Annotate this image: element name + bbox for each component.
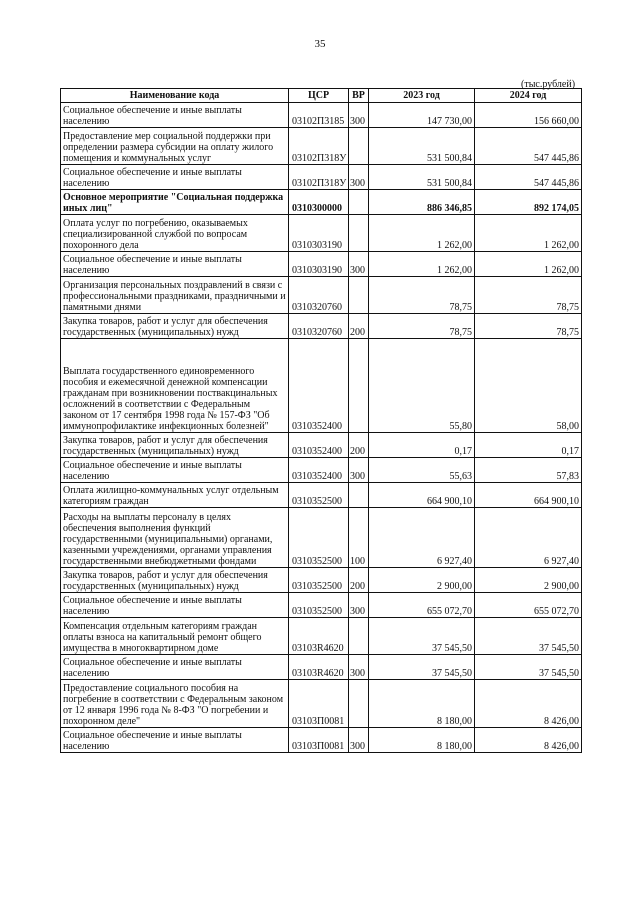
row-name-cell: Предоставление социального пособия на погребение в соответствии с Федеральным законом от 12 января 1996 года № 8-ФЗ "О погребении и похоронном деле" [61, 680, 289, 728]
table-row [61, 433, 582, 458]
row-vr-cell [349, 680, 369, 728]
row-vr-cell [349, 190, 369, 215]
row-code-cell: 03103R4620 [289, 618, 349, 655]
row-2024-cell: 8 426,00 [475, 728, 582, 753]
table-row [61, 339, 582, 433]
table-row [61, 165, 582, 190]
table-row [61, 314, 582, 339]
row-code-cell: 0310320760 [289, 277, 349, 314]
row-name-cell: Выплата государственного единовременного пособия и ежемесячной денежной компенсации гражданам при возникновении поствакцинальных осложнений в соответствии с Федеральным законом от 17 сентября 1998 года № 157-ФЗ "Об иммунопрофилактике инфекционных болезней" [61, 339, 289, 433]
row-2024-cell: 78,75 [475, 277, 582, 314]
row-2024-cell: 58,00 [475, 339, 582, 433]
row-2023-cell: 55,63 [369, 458, 475, 483]
table-row [61, 618, 582, 655]
row-code-cell: 0310320760 [289, 314, 349, 339]
row-code-cell: 0310352500 [289, 593, 349, 618]
row-2023-cell: 531 500,84 [369, 165, 475, 190]
row-code-cell: 0310352500 [289, 508, 349, 568]
row-2023-cell: 2 900,00 [369, 568, 475, 593]
row-2023-cell: 531 500,84 [369, 128, 475, 165]
budget-table [60, 88, 582, 753]
row-2023-cell: 55,80 [369, 339, 475, 433]
table-row [61, 458, 582, 483]
row-vr-cell: 300 [349, 103, 369, 128]
row-name-cell: Оплата жилищно-коммунальных услуг отдельным категориям граждан [61, 483, 289, 508]
row-code-cell: 0310352400 [289, 458, 349, 483]
row-2024-cell: 892 174,05 [475, 190, 582, 215]
row-2024-cell: 655 072,70 [475, 593, 582, 618]
row-vr-cell [349, 128, 369, 165]
row-2024-cell: 156 660,00 [475, 103, 582, 128]
row-2024-cell: 37 545,50 [475, 618, 582, 655]
row-2024-cell: 1 262,00 [475, 215, 582, 252]
table-row [61, 680, 582, 728]
table-header-row [61, 89, 582, 103]
row-code-cell: 0310352400 [289, 339, 349, 433]
row-2024-cell: 0,17 [475, 433, 582, 458]
row-name-cell: Социальное обеспечение и иные выплаты населению [61, 458, 289, 483]
table-row [61, 593, 582, 618]
row-2023-cell: 147 730,00 [369, 103, 475, 128]
row-2023-cell: 6 927,40 [369, 508, 475, 568]
row-code-cell: 03103П0081 [289, 680, 349, 728]
row-vr-cell: 300 [349, 252, 369, 277]
header-2023: 2023 год [369, 89, 475, 103]
row-name-cell: Социальное обеспечение и иные выплаты населению [61, 103, 289, 128]
row-vr-cell: 100 [349, 508, 369, 568]
row-2023-cell: 1 262,00 [369, 215, 475, 252]
row-2024-cell: 8 426,00 [475, 680, 582, 728]
row-name-cell: Организация персональных поздравлений в связи с профессиональными праздниками, праздничными и памятными днями [61, 277, 289, 314]
table-row [61, 103, 582, 128]
row-2023-cell: 664 900,10 [369, 483, 475, 508]
table-row [61, 215, 582, 252]
header-code: ЦСР [289, 89, 349, 103]
row-2023-cell: 886 346,85 [369, 190, 475, 215]
row-name-cell: Закупка товаров, работ и услуг для обеспечения государственных (муниципальных) нужд [61, 433, 289, 458]
row-vr-cell [349, 483, 369, 508]
row-name-cell: Социальное обеспечение и иные выплаты населению [61, 728, 289, 753]
row-2023-cell: 655 072,70 [369, 593, 475, 618]
row-2024-cell: 547 445,86 [475, 128, 582, 165]
table-body [61, 103, 582, 753]
row-2024-cell: 547 445,86 [475, 165, 582, 190]
row-2024-cell: 6 927,40 [475, 508, 582, 568]
header-2024: 2024 год [475, 89, 582, 103]
row-vr-cell [349, 618, 369, 655]
row-2023-cell: 8 180,00 [369, 680, 475, 728]
table-row [61, 128, 582, 165]
row-2024-cell: 2 900,00 [475, 568, 582, 593]
header-name: Наименование кода [61, 89, 289, 103]
row-vr-cell: 300 [349, 593, 369, 618]
row-name-cell: Социальное обеспечение и иные выплаты населению [61, 655, 289, 680]
row-name-cell: Социальное обеспечение и иные выплаты населению [61, 593, 289, 618]
row-2023-cell: 37 545,50 [369, 655, 475, 680]
row-code-cell: 0310303190 [289, 215, 349, 252]
row-2024-cell: 664 900,10 [475, 483, 582, 508]
row-code-cell: 03102П318У [289, 128, 349, 165]
row-2023-cell: 8 180,00 [369, 728, 475, 753]
row-name-cell: Основное мероприятие "Социальная поддержка иных лиц" [61, 190, 289, 215]
table-row [61, 728, 582, 753]
row-name-cell: Социальное обеспечение и иные выплаты населению [61, 165, 289, 190]
table-row [61, 190, 582, 215]
row-code-cell: 0310303190 [289, 252, 349, 277]
row-2024-cell: 1 262,00 [475, 252, 582, 277]
row-vr-cell: 300 [349, 655, 369, 680]
row-2024-cell: 37 545,50 [475, 655, 582, 680]
row-name-cell: Предоставление мер социальной поддержки при определении размера субсидии на оплату жилого помещения и коммунальных услуг [61, 128, 289, 165]
row-vr-cell: 300 [349, 458, 369, 483]
table-row [61, 483, 582, 508]
row-vr-cell: 300 [349, 165, 369, 190]
row-vr-cell: 300 [349, 728, 369, 753]
row-vr-cell: 200 [349, 568, 369, 593]
row-code-cell: 0310352400 [289, 433, 349, 458]
row-name-cell: Закупка товаров, работ и услуг для обеспечения государственных (муниципальных) нужд [61, 314, 289, 339]
table-row [61, 277, 582, 314]
row-code-cell: 0310352500 [289, 568, 349, 593]
row-2024-cell: 78,75 [475, 314, 582, 339]
row-name-cell: Расходы на выплаты персоналу в целях обеспечения выполнения функций государственными (муниципальными) органами, казенными учреждениями, органами управления государственными внебюджетными фондами [61, 508, 289, 568]
row-code-cell: 03102П318У [289, 165, 349, 190]
row-code-cell: 0310300000 [289, 190, 349, 215]
units-label: (тыс.рублей) [521, 79, 576, 90]
row-vr-cell: 200 [349, 314, 369, 339]
page-number: 35 [314, 38, 326, 50]
row-vr-cell [349, 277, 369, 314]
row-vr-cell [349, 339, 369, 433]
row-name-cell: Оплата услуг по погребению, оказываемых специализированной службой по вопросам похоронного дела [61, 215, 289, 252]
row-2023-cell: 0,17 [369, 433, 475, 458]
row-name-cell: Компенсация отдельным категориям граждан оплаты взноса на капитальный ремонт общего имущества в многоквартирном доме [61, 618, 289, 655]
table-row [61, 252, 582, 277]
row-code-cell: 0310352500 [289, 483, 349, 508]
table-row [61, 655, 582, 680]
row-code-cell: 03103П0081 [289, 728, 349, 753]
row-2023-cell: 1 262,00 [369, 252, 475, 277]
header-vr: ВР [349, 89, 369, 103]
row-name-cell: Социальное обеспечение и иные выплаты населению [61, 252, 289, 277]
row-name-cell: Закупка товаров, работ и услуг для обеспечения государственных (муниципальных) нужд [61, 568, 289, 593]
row-2023-cell: 37 545,50 [369, 618, 475, 655]
row-2023-cell: 78,75 [369, 314, 475, 339]
table-row [61, 508, 582, 568]
row-vr-cell: 200 [349, 433, 369, 458]
row-2024-cell: 57,83 [475, 458, 582, 483]
row-code-cell: 03103R4620 [289, 655, 349, 680]
row-vr-cell [349, 215, 369, 252]
table-row [61, 568, 582, 593]
row-2023-cell: 78,75 [369, 277, 475, 314]
row-code-cell: 03102П3185 [289, 103, 349, 128]
